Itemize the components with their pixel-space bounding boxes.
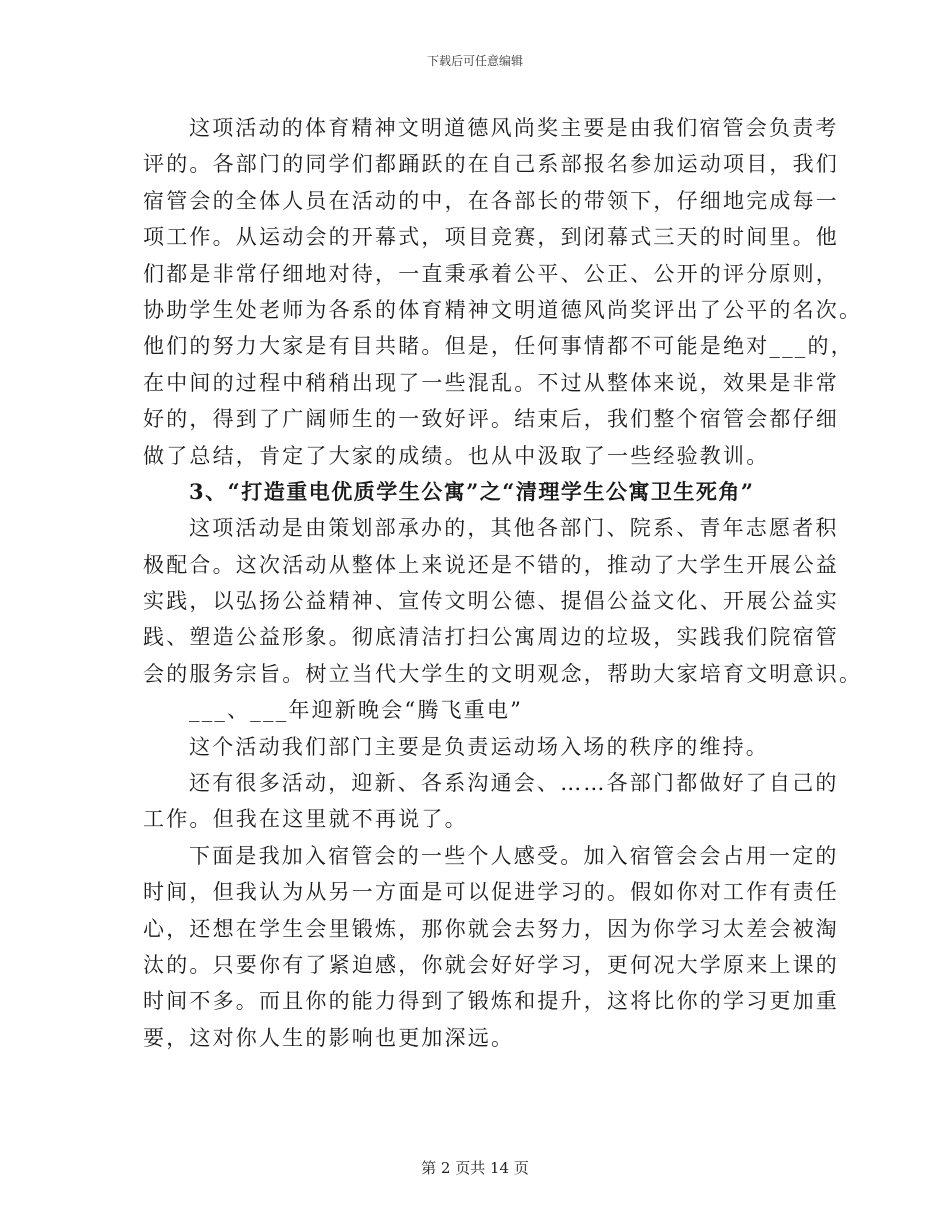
paragraph-line: 在中间的过程中稍稍出现了一些混乱。不过从整体来说，效果是非常 <box>143 370 839 395</box>
paragraph-line: 宿管会的全体人员在活动的中，在各部长的带领下，仔细地完成每一 <box>143 188 839 213</box>
page-header: 下载后可任意编辑 <box>426 54 523 68</box>
paragraph-line: 项工作。从运动会的开幕式，项目竞赛，到闭幕式三天的时间里。他 <box>143 225 839 250</box>
paragraph-line: 们都是非常仔细地对待，一直秉承着公平、公正、公开的评分原则， <box>143 261 839 286</box>
page-number: 第 2 页共 14 页 <box>421 1159 529 1177</box>
document-body <box>143 110 863 1056</box>
paragraph-line: 做了总结，肯定了大家的成绩。也从中汲取了一些经验教训。 <box>143 443 770 468</box>
paragraph-line: 实践，以弘扬公益精神、宣传文明公德、提倡公益文化、开展公益实 <box>143 589 839 614</box>
paragraph-line: 这项活动的体育精神文明道德风尚奖主要是由我们宿管会负责考 <box>189 116 839 140</box>
section-heading: 3、“打造重电优质学生公寓”之“清理学生公寓卫生死角” <box>189 478 755 504</box>
paragraph-line: 这项活动是由策划部承办的，其他各部门、院系、青年志愿者积 <box>189 516 839 541</box>
paragraph-line: 还有很多活动，迎新、各系沟通会、……各部门都做好了自己的 <box>189 771 839 796</box>
paragraph-line: 极配合。这次活动从整体上来说还是不错的，推动了大学生开展公益 <box>143 552 839 577</box>
paragraph-line: 评的。各部门的同学们都踊跃的在自己系部报名参加运动项目，我们 <box>143 152 839 177</box>
paragraph-line: 要，这对你人生的影响也更加深远。 <box>143 1025 515 1050</box>
paragraph-line: 协助学生处老师为各系的体育精神文明道德风尚奖评出了公平的名次。 <box>143 297 863 322</box>
paragraph-line: 践、塑造公益形象。彻底清洁打扫公寓周边的垃圾，实践我们院宿管 <box>143 625 839 650</box>
paragraph-line: 这个活动我们部门主要是负责运动场入场的秩序的维持。 <box>189 734 769 759</box>
paragraph-line: 心，还想在学生会里锻炼，那你就会去努力，因为你学习太差会被淘 <box>143 916 839 941</box>
paragraph-line: 好的，得到了广阔师生的一致好评。结束后，我们整个宿管会都仔细 <box>143 407 839 432</box>
paragraph-line: 汰的。只要你有了紧迫感，你就会好好学习，更何况大学原来上课的 <box>143 952 839 977</box>
section-heading: ___、___年迎新晚会“腾飞重电” <box>189 698 524 723</box>
paragraph-line: 工作。但我在这里就不再说了。 <box>143 807 468 832</box>
paragraph-line: 会的服务宗旨。树立当代大学生的文明观念，帮助大家培育文明意识。 <box>143 661 863 686</box>
paragraph-line: 他们的努力大家是有目共睹。但是，任何事情都不可能是绝对___的， <box>143 334 854 359</box>
paragraph-line: 下面是我加入宿管会的一些个人感受。加入宿管会会占用一定的 <box>189 843 839 868</box>
paragraph-line: 时间不多。而且你的能力得到了锻炼和提升，这将比你的学习更加重 <box>143 989 839 1014</box>
paragraph-line: 时间，但我认为从另一方面是可以促进学习的。假如你对工作有责任 <box>143 880 839 905</box>
